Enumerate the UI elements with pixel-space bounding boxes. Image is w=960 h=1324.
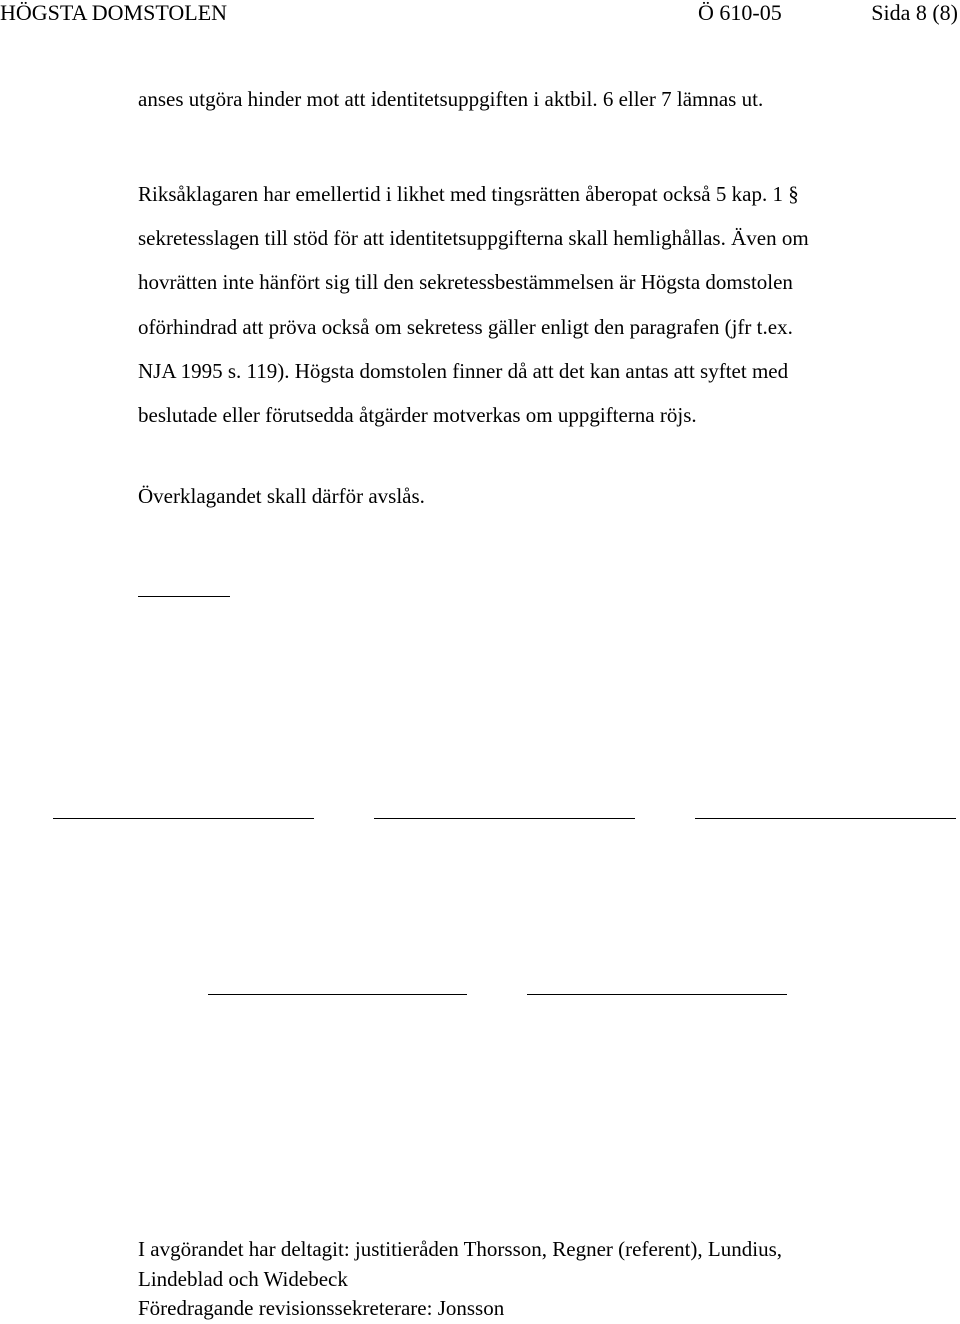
signature-line — [695, 818, 956, 819]
paragraph-2-line: Riksåklagaren har emellertid i likhet med tingsrätten åberopat också 5 kap. 1 § — [138, 182, 799, 206]
case-number: Ö 610-05 — [698, 0, 782, 25]
footer-clerk-line: Föredragande revisionssekreterare: Jonsson — [138, 1296, 505, 1320]
court-name: HÖGSTA DOMSTOLEN — [0, 0, 228, 25]
signature-line — [208, 994, 467, 995]
paragraph-2-line: hovrätten inte hänfört sig till den sekretessbestämmelsen är Högsta domstolen — [138, 270, 793, 295]
paragraph-2-line: NJA 1995 s. 119). Högsta domstolen finner då att det kan antas att syftet med — [138, 358, 789, 383]
paragraph-2 — [138, 172, 960, 437]
end-of-text-rule — [138, 596, 230, 597]
footer-participants-line: I avgörandet har deltagit: justitieråden Thorsson, Regner (referent), Lundius, — [138, 1237, 782, 1261]
paragraph-2-line: oförhindrad att pröva också om sekretess gäller enligt den paragrafen (jfr t.ex. — [138, 314, 793, 339]
participants-footer — [138, 1235, 960, 1324]
paragraph-2-line: sekretesslagen till stöd för att identitetsuppgifterna skall hemlighållas. Även om — [138, 226, 809, 251]
signature-line — [53, 818, 314, 819]
paragraph-2-line: beslutade eller förutsedda åtgärder motverkas om uppgifterna röjs. — [138, 403, 697, 428]
signature-line — [527, 994, 787, 995]
paragraph-3: Överklagandet skall därför avslås. — [138, 484, 425, 508]
page-number: Sida 8 (8) — [871, 0, 958, 25]
paragraph-1: anses utgöra hinder mot att identitetsuppgiften i aktbil. 6 eller 7 lämnas ut. — [138, 87, 764, 111]
footer-participants-line: Lindeblad och Widebeck — [138, 1266, 348, 1291]
signature-line — [374, 818, 635, 819]
